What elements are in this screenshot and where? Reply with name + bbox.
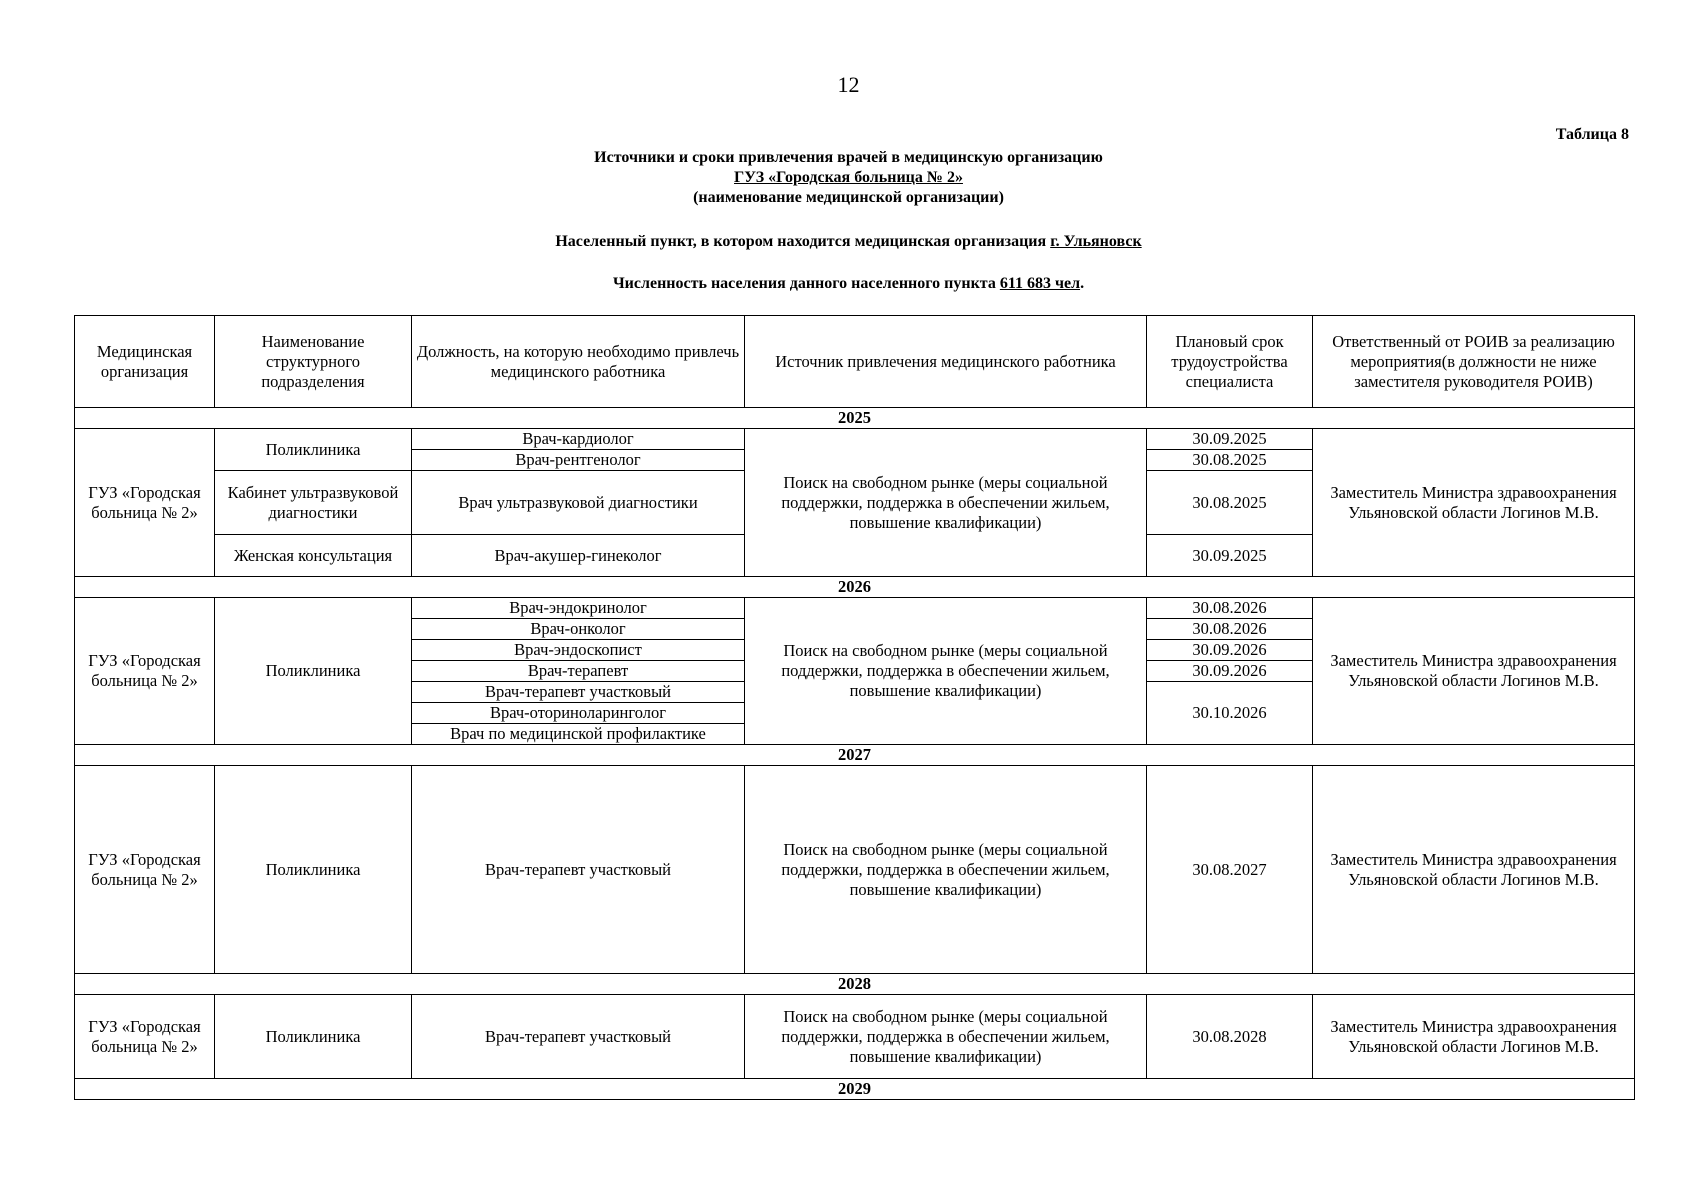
position-cell: Врач-кардиолог [412,429,745,450]
table-label: Таблица 8 [1555,126,1629,143]
unit-cell: Поликлиника [215,766,412,974]
header-position: Должность, на которую необходимо привлечь медицинского работника [412,316,745,408]
responsible-cell: Заместитель Министра здравоохранения Ульяновской области Логинов М.В. [1313,598,1635,745]
date-cell: 30.10.2026 [1147,682,1313,745]
date-cell: 30.08.2027 [1147,766,1313,974]
header-org: Медицинская организация [75,316,215,408]
date-cell: 30.08.2028 [1147,995,1313,1079]
organization-caption: (наименование медицинской организации) [693,189,1004,206]
date-cell: 30.08.2026 [1147,598,1313,619]
table-row [75,766,1635,974]
year-label: 2028 [75,974,1635,995]
org-cell: ГУЗ «Городская больница № 2» [75,766,215,974]
locality-value: г. Ульяновск [1050,233,1142,250]
date-cell: 30.08.2025 [1147,450,1313,471]
table-header-row [75,316,1635,408]
unit-cell: Кабинет ультразвуковой диагностики [215,471,412,535]
position-cell: Врач-терапевт участковый [412,995,745,1079]
recruitment-table [74,315,1635,1100]
date-cell: 30.08.2025 [1147,471,1313,535]
org-cell: ГУЗ «Городская больница № 2» [75,598,215,745]
source-cell: Поиск на свободном рынке (меры социальной поддержки, поддержка в обеспечении жильем, повышение квалификации) [745,429,1147,577]
position-cell: Врач-акушер-гинеколог [412,535,745,577]
year-label: 2029 [75,1079,1635,1100]
position-cell: Врач-эндокринолог [412,598,745,619]
document-title [0,148,1697,208]
population-line: Численность населения данного населенного пункта 611 683 чел. [612,275,1085,292]
position-cell: Врач-оториноларинголог [412,703,745,724]
responsible-cell: Заместитель Министра здравоохранения Ульяновской области Логинов М.В. [1313,766,1635,974]
date-cell: 30.09.2026 [1147,640,1313,661]
org-cell: ГУЗ «Городская больница № 2» [75,429,215,577]
year-label: 2025 [75,408,1635,429]
position-cell: Врач по медицинской профилактике [412,724,745,745]
position-cell: Врач-эндоскопист [412,640,745,661]
unit-cell: Поликлиника [215,429,412,471]
date-cell: 30.09.2026 [1147,661,1313,682]
header-term: Плановый срок трудоустройства специалиста [1147,316,1313,408]
responsible-cell: Заместитель Министра здравоохранения Ульяновской области Логинов М.В. [1313,429,1635,577]
title-line: Источники и сроки привлечения врачей в медицинскую организацию [594,149,1103,166]
year-row-2028 [75,974,1635,995]
page-number: 12 [837,72,860,97]
organization-name: ГУЗ «Городская больница № 2» [734,169,963,186]
year-row-2027 [75,745,1635,766]
header-source: Источник привлечения медицинского работника [745,316,1147,408]
year-row-2029 [75,1079,1635,1100]
date-cell: 30.09.2025 [1147,535,1313,577]
org-cell: ГУЗ «Городская больница № 2» [75,995,215,1079]
source-cell: Поиск на свободном рынке (меры социальной поддержки, поддержка в обеспечении жильем, повышение квалификации) [745,995,1147,1079]
date-cell: 30.09.2025 [1147,429,1313,450]
header-unit: Наименование структурного подразделения [215,316,412,408]
locality-line: Населенный пункт, в котором находится медицинская организация г. Ульяновск [555,233,1142,250]
position-cell: Врач ультразвуковой диагностики [412,471,745,535]
unit-cell: Поликлиника [215,598,412,745]
responsible-cell: Заместитель Министра здравоохранения Ульяновской области Логинов М.В. [1313,995,1635,1079]
position-cell: Врач-терапевт участковый [412,682,745,703]
source-cell: Поиск на свободном рынке (меры социальной поддержки, поддержка в обеспечении жильем, повышение квалификации) [745,766,1147,974]
table-row [75,429,1635,450]
unit-cell: Поликлиника [215,995,412,1079]
header-responsible: Ответственный от РОИВ за реализацию мероприятия(в должности не ниже заместителя руководителя РОИВ) [1313,316,1635,408]
position-cell: Врач-терапевт [412,661,745,682]
date-cell: 30.08.2026 [1147,619,1313,640]
year-row-2026 [75,577,1635,598]
year-label: 2026 [75,577,1635,598]
unit-cell: Женская консультация [215,535,412,577]
source-cell: Поиск на свободном рынке (меры социальной поддержки, поддержка в обеспечении жильем, повышение квалификации) [745,598,1147,745]
position-cell: Врач-терапевт участковый [412,766,745,974]
position-cell: Врач-рентгенолог [412,450,745,471]
position-cell: Врач-онколог [412,619,745,640]
table-row [75,995,1635,1079]
table-row [75,598,1635,619]
year-label: 2027 [75,745,1635,766]
year-row-2025 [75,408,1635,429]
population-value: 611 683 чел [999,275,1081,292]
